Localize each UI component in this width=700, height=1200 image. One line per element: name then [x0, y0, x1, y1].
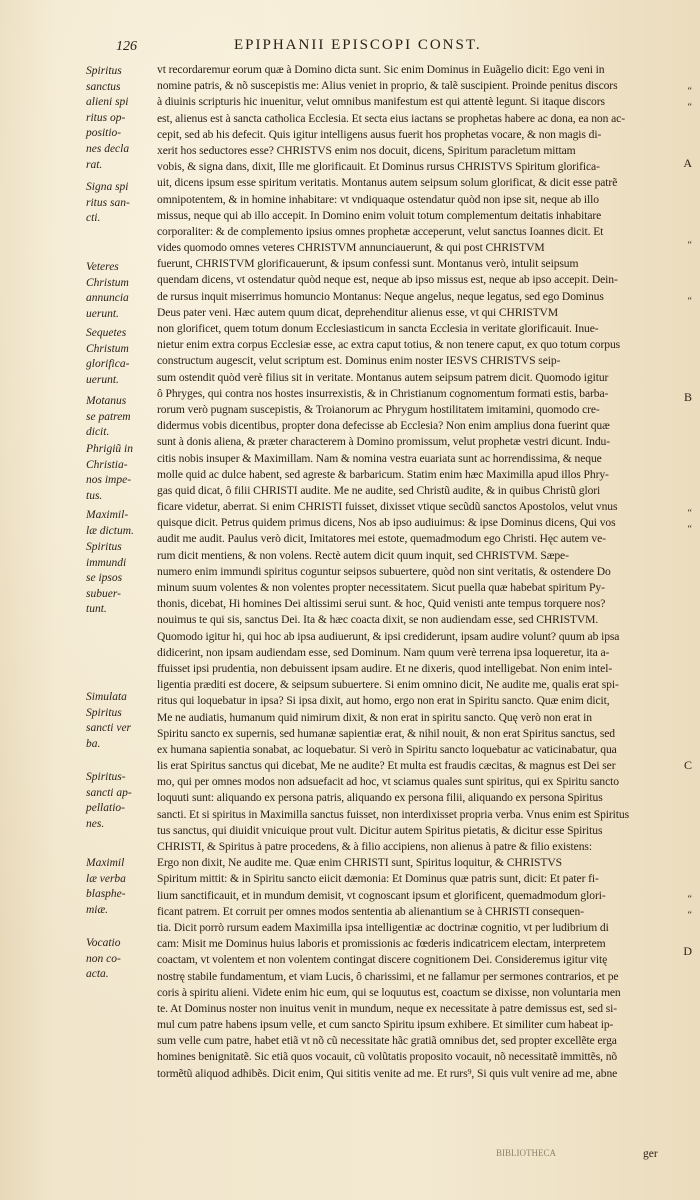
text-line: te. At Dominus noster non inuitus venit in mundum, neque ex necessitate à patre demissus est, sed si- — [157, 1001, 618, 1015]
text-line: est, alienus est à sancta catholica Ecclesia. Et secta eius iactans se prophetas habere ac dona, ea non ac- — [157, 111, 625, 125]
text-line: tormẽtũ aliquod adhibẽs. Dicit enim, Qui sititis venite ad me. Et rurs⁹, Si quis vult venire ad me, abne — [157, 1066, 618, 1080]
text-line: à diuinis scripturis hic inuenitur, velut omnibus manifestum est qui attentè legunt. Si itaque discors — [157, 95, 605, 109]
text-line: Quomodo igitur hi, qui hoc ab ipsa audiuerunt, & ipsi crediderunt, ipsam audire volunt? quum ab ipsa — [157, 629, 620, 643]
text-line: vides quomodo omnes veteres CHRISTVM annunciauerunt, & qui post CHRISTVM — [157, 241, 545, 255]
main-text — [157, 62, 671, 1147]
quotation-mark: “ — [687, 296, 692, 307]
text-line: vt recordaremur eorum quæ à Domino dicta sunt. Sic enim Dominus in Euãgelio dicit: Ego veni in — [157, 63, 605, 76]
text-line: coris à spiritu alieni. Videte enim hic eum, qui se loquutus est, coactum se dixisse, non voluntaria men — [157, 985, 621, 999]
margin-note: Maximil læ verba blasphe- miæ. — [86, 857, 126, 916]
text-line: de rursus inquit miserrimus homuncio Montanus: Neque angelus, neque legatus, sed ego Dominus — [157, 289, 604, 303]
margin-note: Phrigiũ in Christia- nos impe- tus. — [86, 443, 133, 502]
section-letter-a: A — [683, 156, 692, 170]
text-line: rorum verò pugnam suscepistis, & Troianorum ac Phrygum hostilitatem imitamini, quomodo cre- — [157, 402, 600, 416]
text-line: ligentia præditi est docere, & seipsum subuertere. Si enim omnino dicit, Ne audite me, qualis erat spi- — [157, 678, 619, 692]
text-line — [157, 1082, 671, 1098]
text-line: mo, qui per omnes modos non adsuefacit ad hoc, vt sciamus quales sunt spiritus, qui ex Spiritu sancto — [157, 775, 619, 789]
text-line: ficare videtur, aberrat. Si enim CHRISTI fuisset, dixisset vtique secũdũ sanctos Apostolos, velut vnus — [157, 500, 618, 514]
text-line: ex humana sapientia sonabat, ac loquebatur. Si verò in Spiritu sancto loquebatur ac vaticinabatur, qua — [157, 742, 617, 756]
text-line: CHRISTI, & Spiritus à patre procedens, & à filio accipiens, non alienus à patre & filio existens: — [157, 840, 592, 853]
text-line: fuerunt, CHRISTVM glorificauerunt, & ipsum confessi sunt. Montanus verò, intulit seipsum — [157, 257, 579, 271]
text-line: didicerint, non ipsam audiendam esse, sed Dominum. Nam quum verè terrena ipsa loqueretur, ita a- — [157, 645, 610, 659]
text-line: sancti. Et si spiritus in Maximilla sanctus fuisset, non interdixisset propria verba. Vnus enim est Spiritus — [157, 807, 630, 821]
text-line: Deus pater veni. Hæc autem quum dicat, deprehenditur alienus esse, vt qui CHRISTVM — [157, 305, 559, 319]
text-line: nostrę stabile fundamentum, et viam Lucis, ô charissimi, et ne fallamur per sermones contrarios, et pe — [157, 969, 619, 983]
text-line: Me ne audiatis, humanum quid nimirum dixit, & non erat in spiritu sancto. Quę verò non erat in — [157, 710, 592, 724]
text-line: tus sanctus, qui diuidit vnicuique prout vult. Dicitur autem Spiritus pietatis, & dicitur esse Spiritus — [157, 823, 603, 837]
text-line: minum suum volentes & non volentes propter necessitatem. Sicut puella quæ habebat spiritum Py- — [157, 581, 605, 594]
text-line: constructum augescit, velut scriptum est. Dominus enim noster IESVS CHRISTVS seip- — [157, 354, 561, 368]
text-line: ffuisset ipsi prudentia, non debuissent ipsam audire. Et ne dixeris, quod intelligebat. Non enim intel- — [157, 661, 613, 675]
text-line: cepit, sed ab his defecit. Quis igitur intelligens ausus fuerit hos prophetas vocare, & non magis di- — [157, 127, 602, 141]
text-line: missus, neque qui ab illo accepit. In Domino enim voluit totum complementum deitatis inhabitare — [157, 208, 602, 222]
library-stamp: BIBLIOTHECA — [496, 1148, 556, 1158]
text-line: ô Phryges, qui contra nos hostes insurrexistis, & in Christianum cognomentum formati estis, barba- — [157, 386, 609, 400]
text-line: nouimus te qui sis, sanctus Dei. Ita & hæc coacta dixit, se non audiendam esse, sed CHRISTVM. — [157, 613, 599, 627]
text-line: didermus vobis dicentibus, propter dona defecisse ab Ecclesia? Non enim amplius dona fuerint quæ — [157, 419, 610, 433]
text-line: corporaliter: & de complemento ipsius omnes prophetæ acceperunt, velut sanctus Ioannes dicit. Et — [157, 224, 604, 238]
text-line: sum ostendit quòd verè filius sit in veritate. Montanus autem seipsum patrem dicit. Quomodo igitur — [157, 370, 609, 384]
text-line: nietur enim extra corpus Ecclesiæ esse, ac extra caput totius, & non tenere caput, ex quo totum corpus — [157, 338, 621, 352]
text-line: gas quid dicat, ô filii CHRISTI audite. Me ne audite, sed Christũ audite, & in quibus Christũ glori — [157, 483, 601, 497]
quotation-mark: “ — [687, 910, 692, 921]
text-line — [157, 1098, 671, 1114]
margin-note: Spiritus- sancti ap- pellatio- nes. — [86, 771, 132, 830]
quotation-mark: “ — [687, 102, 692, 113]
page-header — [92, 37, 682, 59]
text-line: tia. Dicit porrò rursum eadem Maximilla ipsa intelligentiæ ac doctrinæ cognitio, vt per ludibrium di — [157, 920, 609, 934]
text-line: thonis, dicebat, Hi homines Dei altissimi serui sunt. & hoc, Quid venisti ante tempus torquere nos? — [157, 597, 606, 611]
text-line: vobis, & signa dans, dixit, Ille me glorificauit. Et Dominus rursus CHRISTVS Spiritum glorifica- — [157, 160, 600, 174]
text-line: lis erat Spiritus sanctus qui dicebat, Me ne audite? Et multa est fraudis cæcitas, & magnus est Dei ser — [157, 759, 616, 773]
text-line: loquuti sunt: aliquando ex persona patris, aliquando ex persona filii, aliquando ex persona Spiritus — [157, 791, 603, 805]
quotation-mark: “ — [687, 524, 692, 535]
text-line: Spiritum mittit: & in Spiritu sancto eiicit dæmonia: Et Dominus quæ patris sunt, dicit: Et pater fi- — [157, 872, 599, 886]
text-line: non glorificet, quem totum donum Ecclesiasticum in sancta Ecclesia in veritate glorificauit. Inue- — [157, 322, 599, 335]
margin-note: Sequetes Christum glorifica- uerunt. — [86, 327, 130, 386]
text-line: audit me audit. Paulus verò dicit, Imitatores mei estote, quemadmodum ego Christi. Hęc autem ve- — [157, 532, 606, 546]
text-line: molle quid ac dulce habent, sed agreste & barbaricum. Statim enim hæc Maximilla apud illos Phry- — [157, 467, 609, 481]
margin-note: Spiritus immundi se ipsos subuer- tunt. — [86, 541, 127, 616]
text-line: homines benignitatẽ. Sic etiã quos vocauit, cũ volũtatis proposito vocauit, nõ necessitatẽ immittẽs, nõ — [157, 1050, 618, 1064]
text-line: mul cum patre habens ipsum velle, et cum sancto Spiritu ipsum exhibere. Et similiter cum habeat ip- — [157, 1018, 614, 1032]
text-line: ficant patrem. Et corruit per omnes modos sententia ab alienantium se à CHRISTI consequen- — [157, 904, 584, 918]
running-title: EPIPHANII EPISCOPI CONST. — [234, 37, 482, 53]
margin-note: Spiritus sanctus alieni spi ritus op- positio- nes decla rat. — [86, 65, 130, 171]
text-line: sunt à donis aliena, & præter characterem à Domino promissum, velut prophetæ vestri dicunt. Indu- — [157, 435, 610, 449]
quotation-mark: “ — [687, 240, 692, 251]
quotation-mark: “ — [687, 508, 692, 519]
margin-note: Simulata Spiritus sancti ver ba. — [86, 691, 132, 750]
text-line: Ergo non dixit, Ne audite me. Quæ enim CHRISTI sunt, Spiritus loquitur, & CHRISTVS — [157, 856, 562, 870]
text-line: uit, dicens ipsum esse spiritum veritatis. Montanus autem seipsum solum glorificat, & dicit esse patrẽ — [157, 176, 618, 190]
quotation-mark: “ — [687, 86, 692, 97]
text-line: citis nobis insuper & Maximillam. Nam & nomina vestra euariata sunt ac horrendissima, & neque — [157, 451, 602, 465]
text-line — [157, 1114, 671, 1130]
text-line: numero enim immundi spiritus coguntur seipsos subuertere, quòd non sint veritatis, & ostendere Do — [157, 564, 611, 578]
margin-note: Signa spi ritus san- cti. — [86, 181, 130, 225]
right-margin — [676, 64, 696, 1144]
text-line: xerit hos seductores esse? CHRISTVS enim nos docuit, dicens, Spiritum paracletum mittam — [157, 143, 576, 157]
text-line: sum velle cum patre, habet etiã vt nõ cũ necessitate hãc gratiã omnibus det, sed propter excellẽte erga — [157, 1034, 617, 1048]
margin-note: Maximil- læ dictum. — [86, 509, 134, 537]
section-letter-d: D — [683, 944, 692, 958]
quotation-mark: “ — [687, 894, 692, 905]
margin-note: Motanus se patrem dicit. — [86, 395, 131, 439]
section-letter-c: C — [683, 758, 692, 772]
text-line: omnipotentem, & in homine inhabitare: vt vndiquaque ostendatur quòd non ipse sit, neque ab illo — [157, 192, 599, 206]
text-line: rum dicit mentiens, & non volens. Rectè autem dicit quum inquit, sed CHRISTVM. Sæpe- — [157, 548, 569, 562]
text-line: quisque dicit. Petrus quidem primus dicens, Nos ab ipso audiuimus: & ipse Dominus dicens, Qui vos — [157, 516, 616, 530]
text-line: cam: Misit me Dominus huius laboris et promissionis ac fœderis indicatricem electam, interpretem — [157, 937, 606, 951]
margin-note: Veteres Christum annuncia uerunt. — [86, 261, 129, 320]
text-line: ritus qui loquebatur in ipsa? Si ipsa dixit, aut homo, ergo non erat in Spiritu sancto. Quæ enim dicit, — [157, 694, 610, 708]
page-number: 126 — [116, 39, 137, 54]
text-line: lium sanctificauit, et in mundum demisit, vt cognoscant ipsum et glorificent, quemadmodum glori- — [157, 888, 606, 902]
text-line: nomine patris, & nõ suscepistis me: Alius veniet in proprio, & talẽ suscipient. Proinde penitus discors — [157, 79, 618, 93]
text-line: coactam, vt volentem et non volentem contingat discere cognitionem Dei. Consideremus igitur vitę — [157, 953, 608, 967]
text-line: Spiritu sancto ex supernis, sed humanæ sapientiæ erat, & nihil nouit, & non erat Spiritus sanctus, sed — [157, 726, 616, 740]
marginal-notes — [86, 64, 150, 1144]
section-letter-b: B — [683, 390, 692, 404]
catchword: ger — [643, 1148, 658, 1160]
text-line: quendam dicens, vt ostendatur quòd neque est, neque ab ipso missus est, neque ab ipso accepit. Dein- — [157, 273, 618, 287]
margin-note: Vocatio non co- acta. — [86, 937, 121, 981]
